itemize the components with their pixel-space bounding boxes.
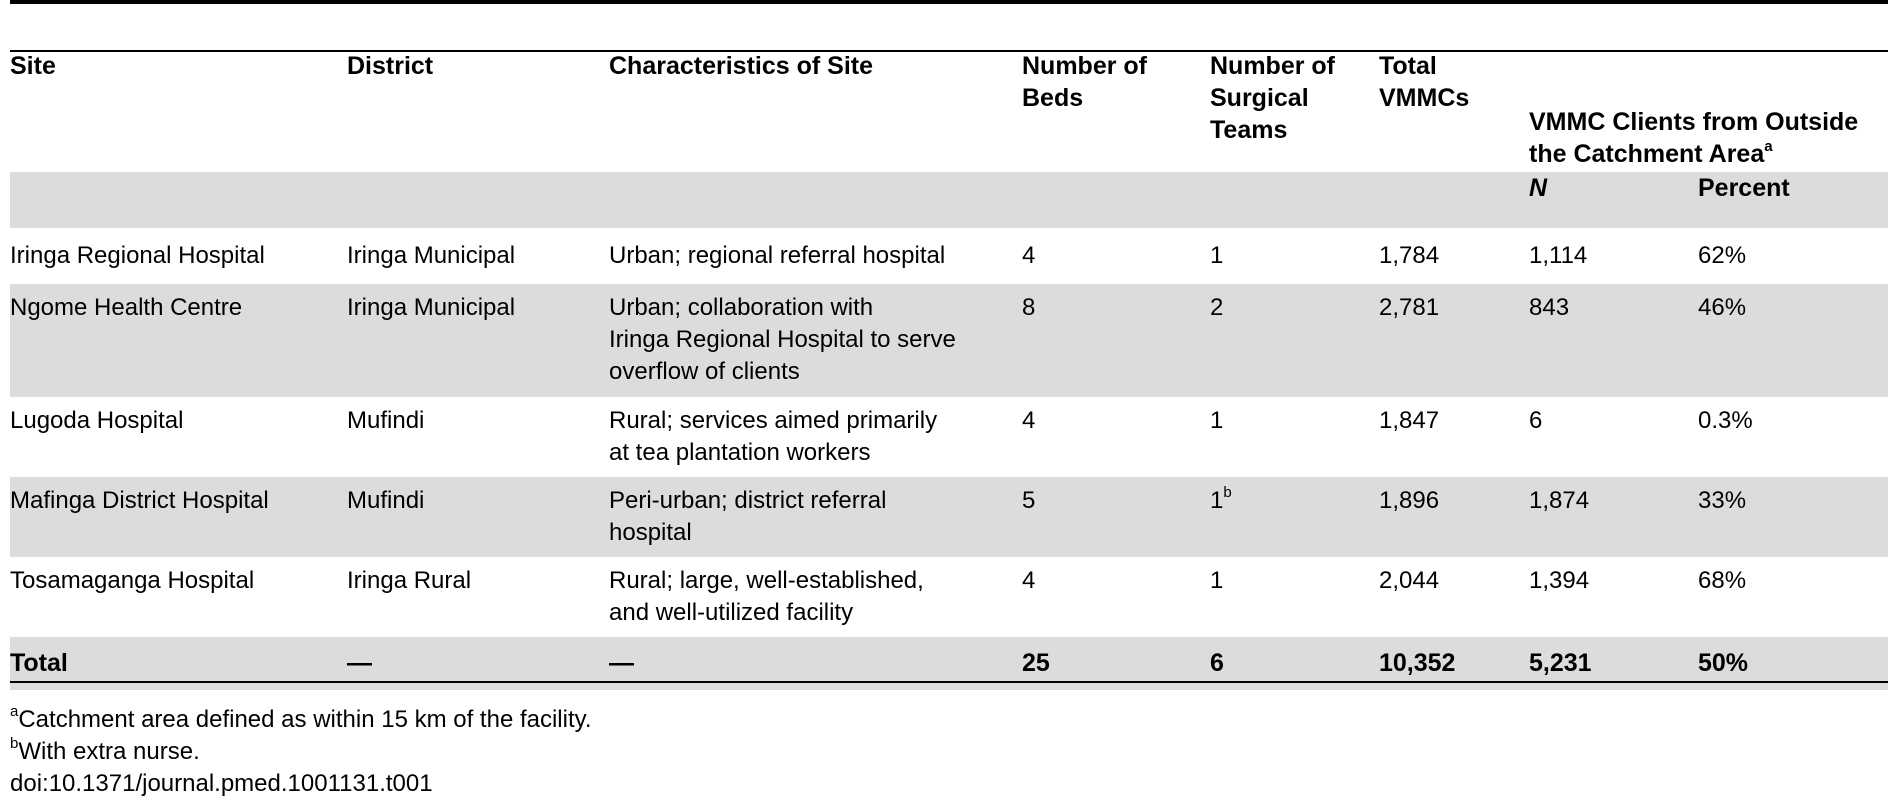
cell-total: 1,896 <box>1379 487 1440 514</box>
header-rule <box>10 50 1888 52</box>
header-beds: Number of Beds <box>1022 52 1147 112</box>
total-teams: 6 <box>1210 649 1224 677</box>
header-percent: Percent <box>1698 174 1790 202</box>
cell-percent: 0.3% <box>1698 407 1753 434</box>
cell-percent: 68% <box>1698 567 1747 594</box>
table-bottom-rule <box>10 681 1888 683</box>
header-row <box>10 50 1888 172</box>
header-total: Total VMMCs <box>1379 52 1470 112</box>
total-n: 5,231 <box>1529 649 1592 677</box>
footnote-a: $^a$Catchment area defined as within 15 km of the facility. <box>10 703 592 733</box>
table-row <box>10 228 1888 284</box>
cell-beds: 5 <box>1022 487 1036 514</box>
cell-district: Iringa Rural <box>347 567 472 594</box>
header-outside-catchment: VMMC Clients from Outside the Catchment Area$^a$ <box>1529 108 1859 168</box>
cell-characteristics: Peri-urban; district referral hospital <box>609 487 887 546</box>
cell-n: 1,394 <box>1529 567 1590 594</box>
header-district: District <box>347 52 434 80</box>
cell-district: Iringa Municipal <box>347 294 516 321</box>
cell-site: Ngome Health Centre <box>10 294 243 321</box>
cell-total: 1,847 <box>1379 407 1440 434</box>
table-row <box>10 477 1888 557</box>
cell-district: Iringa Municipal <box>347 242 516 269</box>
cell-percent: 33% <box>1698 487 1747 514</box>
footnote-b-marker: b <box>1223 484 1232 501</box>
cell-beds: 4 <box>1022 242 1036 269</box>
cell-total: 1,784 <box>1379 242 1440 269</box>
table-top-rule <box>10 0 1888 4</box>
footnotes <box>10 704 592 800</box>
cell-beds: 8 <box>1022 294 1036 321</box>
cell-percent: 62% <box>1698 242 1747 269</box>
header-n: N <box>1529 174 1548 202</box>
footnote-a-marker: a <box>1764 137 1773 155</box>
cell-characteristics: Urban; regional referral hospital <box>609 242 946 269</box>
cell-characteristics: Rural; large, well-established, and well-utilized facility <box>609 567 924 626</box>
total-percent: 50% <box>1698 649 1749 677</box>
cell-site: Iringa Regional Hospital <box>10 242 265 269</box>
cell-n: 1,874 <box>1529 487 1590 514</box>
footnote-b: $^b$With extra nurse. <box>10 735 200 765</box>
header-site: Site <box>10 52 56 80</box>
total-characteristics: — <box>609 649 634 677</box>
header-characteristics: Characteristics of Site <box>609 52 873 80</box>
cell-teams: 1 <box>1210 407 1224 434</box>
cell-teams: 1 <box>1210 567 1224 594</box>
cell-characteristics: Urban; collaboration with Iringa Regional Hospital to serve overflow of clients <box>609 294 956 385</box>
total-district: — <box>347 649 372 677</box>
cell-district: Mufindi <box>347 407 425 434</box>
total-label: Total <box>10 649 68 677</box>
cell-beds: 4 <box>1022 567 1036 594</box>
cell-beds: 4 <box>1022 407 1036 434</box>
cell-teams: 2 <box>1210 294 1224 321</box>
table-row <box>10 557 1888 637</box>
data-table <box>10 50 1888 690</box>
cell-characteristics: Rural; services aimed primarily at tea plantation workers <box>609 407 938 466</box>
cell-teams: 1 <box>1210 242 1224 269</box>
cell-teams: 1$^b$ <box>1210 484 1232 514</box>
cell-n: 6 <box>1529 407 1543 434</box>
header-teams: Number of Surgical Teams <box>1210 52 1335 144</box>
doi-link[interactable]: doi:10.1371/journal.pmed.1001131.t001 <box>10 770 433 797</box>
cell-total: 2,044 <box>1379 567 1440 594</box>
subheader-row <box>10 172 1888 228</box>
cell-site: Mafinga District Hospital <box>10 487 269 514</box>
cell-n: 843 <box>1529 294 1570 321</box>
cell-district: Mufindi <box>347 487 425 514</box>
total-beds: 25 <box>1022 649 1050 677</box>
table-row <box>10 284 1888 397</box>
cell-percent: 46% <box>1698 294 1747 321</box>
table-row <box>10 397 1888 477</box>
cell-site: Lugoda Hospital <box>10 407 184 434</box>
total-vmmcs: 10,352 <box>1379 649 1456 677</box>
cell-site: Tosamaganga Hospital <box>10 567 255 594</box>
cell-n: 1,114 <box>1529 242 1588 269</box>
cell-total: 2,781 <box>1379 294 1440 321</box>
